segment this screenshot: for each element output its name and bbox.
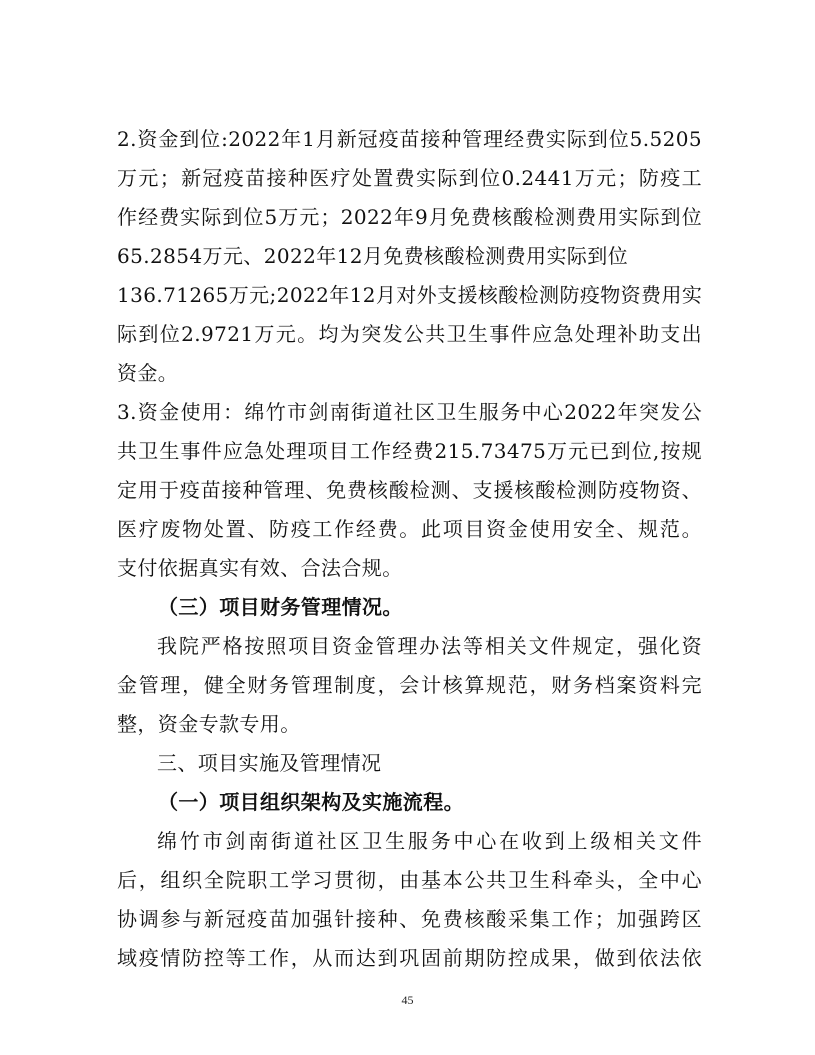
paragraph-funds-arrival-line-7: 资金。 <box>117 361 179 385</box>
paragraph-financial-management-line-1: 我院严格按照项目资金管理办法等相关文件规定，强化资 <box>157 634 702 658</box>
paragraph-funds-arrival-line-6: 际到位2.9721万元。均为突发公共卫生事件应急处理补助支出 <box>117 322 702 346</box>
paragraph-organization-line-4: 域疫情防控等工作，从而达到巩固前期防控成果，做到依法依 <box>117 946 702 970</box>
paragraph-funds-arrival-line-1: 2.资金到位:2022年1月新冠疫苗接种管理经费实际到位5.5205 <box>117 127 702 151</box>
page-number: 45 <box>401 993 414 1007</box>
paragraph-organization-line-2: 后，组织全院职工学习贯彻，由基本公共卫生科牵头，全中心 <box>117 868 702 892</box>
paragraph-funds-usage-line-5: 支付依据真实有效、合法合规。 <box>117 556 403 580</box>
paragraph-organization-line-3: 协调参与新冠疫苗加强针接种、免费核酸采集工作；加强跨区 <box>117 907 702 931</box>
paragraph-funds-arrival-line-5: 136.71265万元;2022年12月对外支援核酸检测防疫物资费用实 <box>117 283 703 307</box>
section-heading-financial-management: （三）项目财务管理情况。 <box>158 595 403 619</box>
paragraph-financial-management-line-3: 整，资金专款专用。 <box>117 712 301 736</box>
section-heading-organization: （一）项目组织架构及实施流程。 <box>158 790 464 814</box>
paragraph-organization-line-1: 绵竹市剑南街道社区卫生服务中心在收到上级相关文件 <box>157 829 702 853</box>
paragraph-funds-usage-line-4: 医疗废物处置、防疫工作经费。此项目资金使用安全、规范。 <box>117 517 702 541</box>
section-heading-implementation: 三、项目实施及管理情况 <box>157 751 382 775</box>
paragraph-funds-usage-line-2: 共卫生事件应急处理项目工作经费215.73475万元已到位,按规 <box>117 439 702 463</box>
paragraph-funds-arrival-line-3: 作经费实际到位5万元；2022年9月免费核酸检测费用实际到位 <box>117 205 702 229</box>
paragraph-funds-usage-line-3: 定用于疫苗接种管理、免费核酸检测、支援核酸检测防疫物资、 <box>117 478 702 502</box>
document-body <box>117 120 702 978</box>
paragraph-funds-arrival-line-4: 65.2854万元、2022年12月免费核酸检测费用实际到位 <box>117 244 629 268</box>
paragraph-funds-usage-line-1: 3.资金使用：绵竹市剑南街道社区卫生服务中心2022年突发公 <box>117 400 702 424</box>
paragraph-financial-management-line-2: 金管理，健全财务管理制度，会计核算规范，财务档案资料完 <box>117 673 702 697</box>
paragraph-funds-arrival-line-2: 万元；新冠疫苗接种医疗处置费实际到位0.2441万元；防疫工 <box>117 166 702 190</box>
